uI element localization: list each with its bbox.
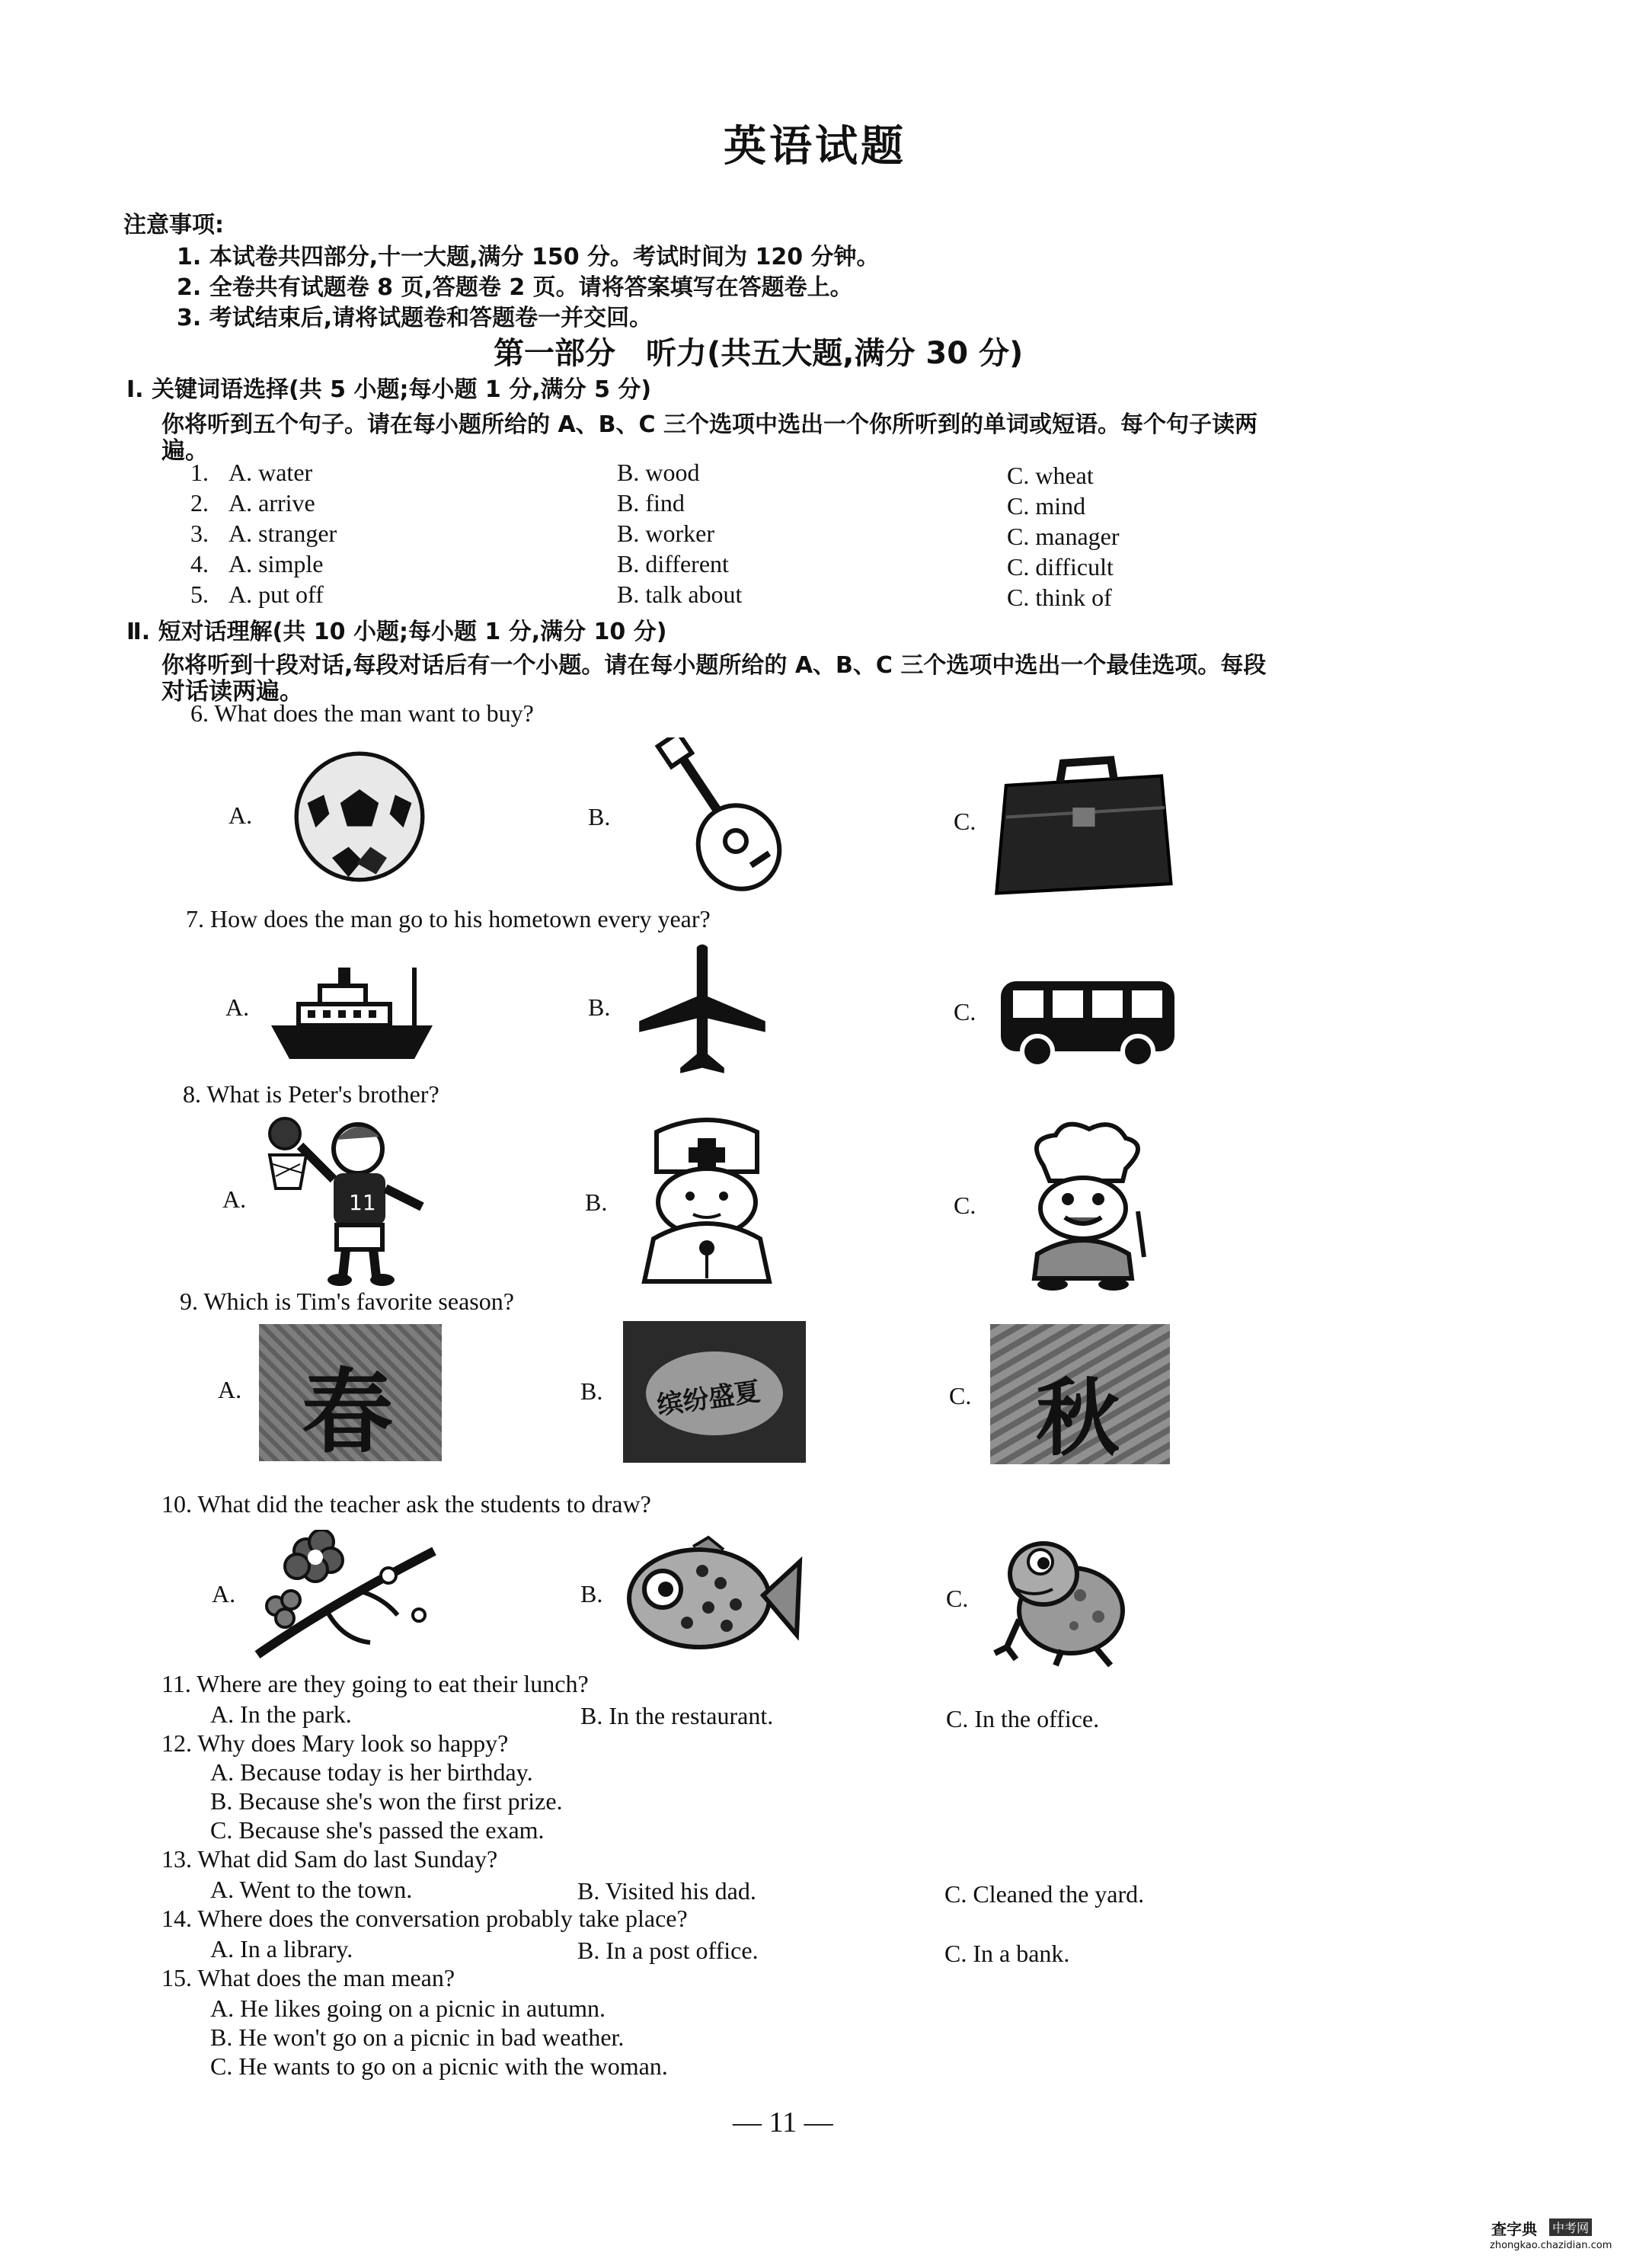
q7-text: 7. How does the man go to his hometown every year? bbox=[186, 905, 711, 932]
plane-icon bbox=[634, 942, 771, 1079]
briefcase-icon bbox=[990, 753, 1181, 897]
q3-num: 3. bbox=[190, 520, 209, 547]
q5-option-b: B. talk about bbox=[617, 581, 743, 608]
section2-instruction-cont: 对话读两遍。 bbox=[161, 678, 303, 705]
note-item-1: 1. 本试卷共四部分,十一大题,满分 150 分。考试时间为 120 分钟。 bbox=[177, 244, 880, 270]
site-watermark bbox=[1485, 2217, 1622, 2263]
q13-text: 13. What did Sam do last Sunday? bbox=[161, 1845, 498, 1873]
q2-option-c: C. mind bbox=[1007, 492, 1086, 520]
page-number: — 11 — bbox=[733, 2106, 833, 2138]
flower-branch-icon bbox=[251, 1530, 442, 1659]
q12-option-c: C. Because she's passed the exam. bbox=[210, 1816, 545, 1844]
q10-text: 10. What did the teacher ask the students to draw? bbox=[161, 1490, 651, 1518]
q4-option-b: B. different bbox=[617, 550, 729, 577]
chef-icon bbox=[1004, 1120, 1162, 1292]
q9-label-b: B. bbox=[580, 1377, 603, 1405]
q14-text: 14. Where does the conversation probably take place? bbox=[161, 1905, 688, 1932]
q8-label-a: A. bbox=[222, 1185, 247, 1213]
q11-text: 11. Where are they going to eat their lunch? bbox=[161, 1670, 589, 1697]
watermark-site: 查字典 bbox=[1491, 2220, 1537, 2238]
q6-label-b: B. bbox=[588, 803, 611, 830]
autumn-character: 秋 bbox=[1036, 1370, 1120, 1464]
q3-option-a: A. stranger bbox=[228, 520, 337, 547]
page-title: 英语试题 bbox=[724, 121, 906, 171]
bus-icon bbox=[998, 978, 1178, 1070]
q8-label-c: C. bbox=[954, 1192, 976, 1219]
spring-image bbox=[259, 1324, 442, 1461]
q9-label-a: A. bbox=[218, 1376, 242, 1403]
q11-option-c: C. In the office. bbox=[946, 1705, 1100, 1732]
frog-icon bbox=[989, 1528, 1130, 1670]
q11-option-b: B. In the restaurant. bbox=[580, 1702, 774, 1729]
fish-icon bbox=[617, 1534, 803, 1655]
note-item-3: 3. 考试结束后,请将试题卷和答题卷一并交回。 bbox=[177, 305, 653, 331]
q4-num: 4. bbox=[190, 550, 209, 577]
q4-option-c: C. difficult bbox=[1007, 553, 1114, 581]
q9-label-c: C. bbox=[949, 1382, 972, 1409]
q15-option-c: C. He wants to go on a picnic with the woman. bbox=[210, 2052, 668, 2080]
q3-option-c: C. manager bbox=[1007, 523, 1120, 550]
q1-option-a: A. water bbox=[228, 459, 313, 486]
doctor-icon bbox=[623, 1117, 791, 1292]
q7-label-b: B. bbox=[588, 993, 611, 1021]
section1-heading: Ⅰ. 关键词语选择(共 5 小题;每小题 1 分,满分 5 分) bbox=[126, 376, 652, 403]
q1-option-c: C. wheat bbox=[1007, 462, 1094, 489]
q1-option-b: B. wood bbox=[617, 459, 700, 486]
q15-option-a: A. He likes going on a picnic in autumn. bbox=[210, 1994, 606, 2022]
q12-option-b: B. Because she's won the first prize. bbox=[210, 1787, 563, 1815]
q12-text: 12. Why does Mary look so happy? bbox=[161, 1729, 509, 1757]
q14-option-b: B. In a post office. bbox=[577, 1937, 759, 1964]
q2-option-b: B. find bbox=[617, 489, 685, 517]
section1-instruction-cont: 遍。 bbox=[161, 437, 209, 465]
section2-heading: Ⅱ. 短对话理解(共 10 小题;每小题 1 分,满分 10 分) bbox=[126, 619, 667, 645]
watermark-url: zhongkao.chazidian.com bbox=[1490, 2240, 1612, 2251]
q2-option-a: A. arrive bbox=[228, 489, 315, 517]
q6-label-a: A. bbox=[228, 801, 253, 829]
q7-label-a: A. bbox=[225, 993, 250, 1021]
q7-label-c: C. bbox=[954, 998, 976, 1025]
section1-instruction: 你将听到五个句子。请在每小题所给的 A、B、C 三个选项中选出一个你所听到的单词或短语。每个句子读两 bbox=[161, 411, 1258, 438]
spring-character: 春 bbox=[302, 1360, 393, 1461]
part1-title: 第一部分 听力(共五大题,满分 30 分) bbox=[494, 336, 1024, 371]
ship-icon bbox=[268, 958, 436, 1065]
q14-option-a: A. In a library. bbox=[210, 1935, 353, 1963]
q14-option-c: C. In a bank. bbox=[944, 1940, 1070, 1967]
q13-option-a: A. Went to the town. bbox=[210, 1876, 413, 1903]
q15-option-b: B. He won't go on a picnic in bad weather. bbox=[210, 2023, 625, 2051]
q15-text: 15. What does the man mean? bbox=[161, 1964, 455, 1991]
q5-num: 5. bbox=[190, 581, 209, 608]
q2-num: 2. bbox=[190, 489, 209, 517]
q6-label-c: C. bbox=[954, 808, 976, 835]
q12-option-a: A. Because today is her birthday. bbox=[210, 1758, 533, 1786]
q5-option-c: C. think of bbox=[1007, 584, 1112, 611]
q5-option-a: A. put off bbox=[228, 581, 324, 608]
note-item-2: 2. 全卷共有试题卷 8 页,答题卷 2 页。请将答案填写在答题卷上。 bbox=[177, 274, 853, 301]
q11-option-a: A. In the park. bbox=[210, 1700, 352, 1728]
q1-num: 1. bbox=[190, 459, 209, 486]
notes-heading: 注意事项: bbox=[123, 212, 224, 238]
q10-label-a: A. bbox=[212, 1580, 236, 1607]
basketball-player-icon bbox=[260, 1112, 443, 1288]
watermark-badge: 中考网 bbox=[1549, 2218, 1592, 2236]
autumn-image bbox=[990, 1324, 1170, 1464]
guitar-icon bbox=[644, 737, 797, 897]
q3-option-b: B. worker bbox=[617, 520, 714, 547]
q10-label-b: B. bbox=[580, 1580, 603, 1607]
summer-image bbox=[623, 1321, 806, 1463]
q4-option-a: A. simple bbox=[228, 550, 324, 577]
q13-option-c: C. Cleaned the yard. bbox=[944, 1880, 1145, 1908]
q6-text: 6. What does the man want to buy? bbox=[190, 699, 534, 727]
svg-text:11: 11 bbox=[349, 1190, 376, 1215]
q9-text: 9. Which is Tim's favorite season? bbox=[180, 1288, 514, 1315]
q8-label-b: B. bbox=[585, 1188, 608, 1216]
q13-option-b: B. Visited his dad. bbox=[577, 1877, 756, 1905]
section2-instruction: 你将听到十段对话,每段对话后有一个小题。请在每小题所给的 A、B、C 三个选项中选出一个最佳选项。每段 bbox=[161, 652, 1267, 679]
q10-label-c: C. bbox=[946, 1585, 969, 1612]
q8-text: 8. What is Peter's brother? bbox=[183, 1080, 439, 1108]
soccer-ball-icon bbox=[291, 748, 428, 885]
summer-title: 缤纷盛夏 bbox=[655, 1376, 762, 1422]
